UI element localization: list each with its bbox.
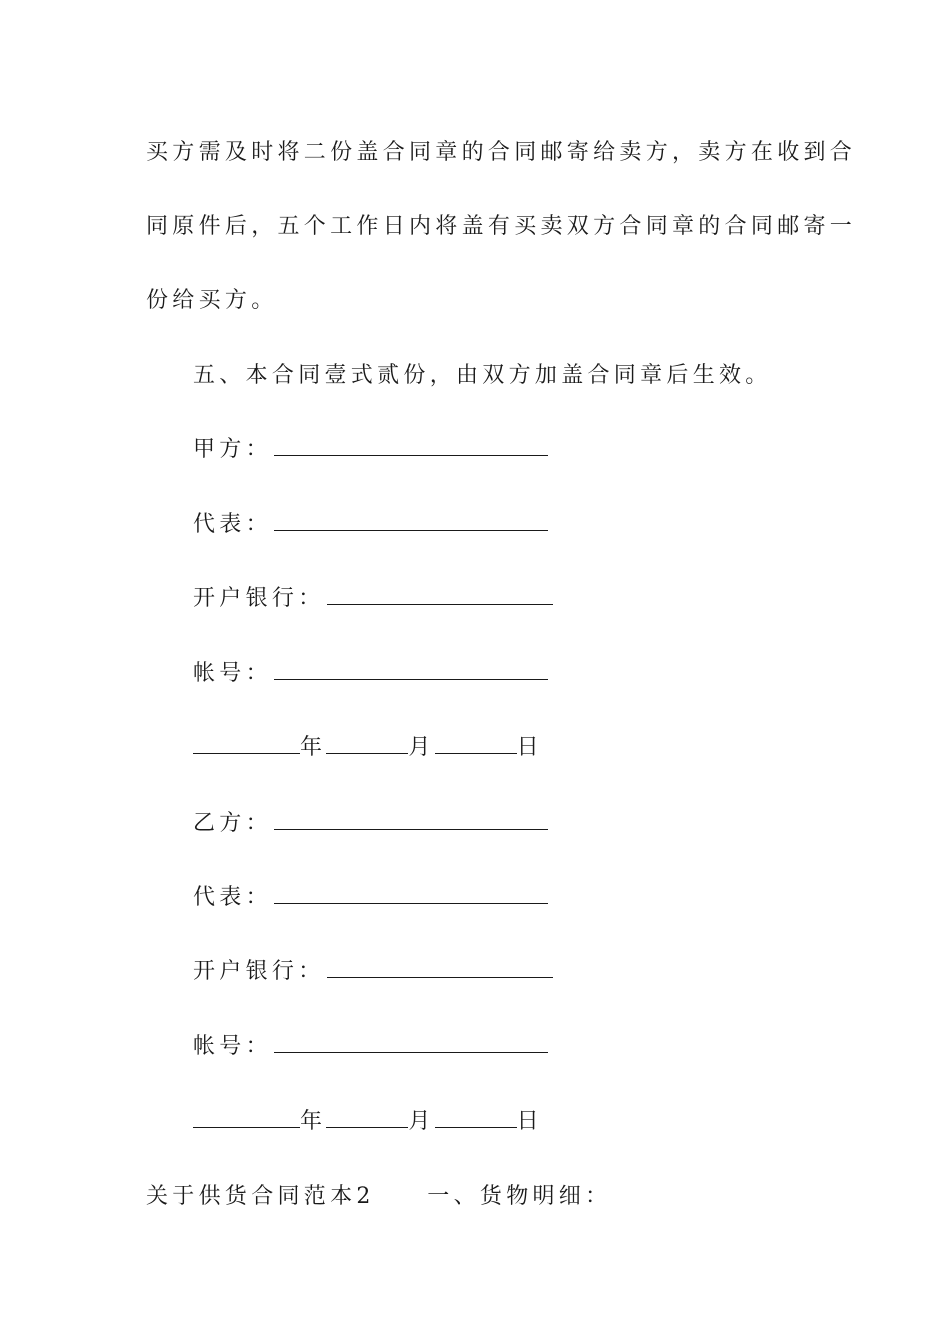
party-b-bank-blank bbox=[327, 959, 553, 978]
party-a-representative-blank bbox=[274, 512, 548, 531]
party-a-representative-label: 代表： bbox=[193, 512, 272, 537]
party-b-month-label: 月 bbox=[408, 1109, 435, 1134]
party-a-bank-blank bbox=[327, 586, 553, 605]
party-b-account-blank bbox=[274, 1034, 548, 1053]
party-a-date-row bbox=[193, 733, 543, 763]
party-a-year-blank bbox=[193, 735, 300, 754]
paragraph-line-2: 同原件后，五个工作日内将盖有买卖双方合同章的合同邮寄一 bbox=[146, 214, 857, 239]
party-a-representative-row bbox=[193, 510, 548, 540]
next-section-heading: 关于供货合同范本2 一、货物明细： bbox=[146, 1184, 612, 1209]
party-b-year-label: 年 bbox=[300, 1109, 327, 1134]
party-a-account-row bbox=[193, 659, 548, 689]
party-b-year-blank bbox=[193, 1109, 300, 1128]
party-a-label: 甲方： bbox=[193, 437, 272, 462]
paragraph-line-3: 份给买方。 bbox=[146, 288, 278, 313]
party-a-day-label: 日 bbox=[516, 735, 543, 760]
paragraph-line-1: 买方需及时将二份盖合同章的合同邮寄给卖方，卖方在收到合 bbox=[146, 140, 857, 165]
party-a-bank-row bbox=[193, 584, 553, 614]
party-b-representative-row bbox=[193, 883, 548, 913]
party-b-bank-row bbox=[193, 957, 553, 987]
party-a-bank-label: 开户银行： bbox=[193, 586, 325, 611]
party-b-day-blank bbox=[435, 1109, 517, 1128]
party-b-account-label: 帐号： bbox=[193, 1034, 272, 1059]
party-b-month-blank bbox=[326, 1109, 408, 1128]
party-a-account-label: 帐号： bbox=[193, 661, 272, 686]
party-b-account-row bbox=[193, 1032, 548, 1062]
party-b-day-label: 日 bbox=[516, 1109, 543, 1134]
party-b-blank bbox=[274, 811, 548, 830]
party-b-representative-label: 代表： bbox=[193, 885, 272, 910]
party-a-blank bbox=[274, 437, 548, 456]
party-a-year-label: 年 bbox=[300, 735, 327, 760]
clause-five: 五、本合同壹式贰份，由双方加盖合同章后生效。 bbox=[193, 363, 772, 388]
party-b-row bbox=[193, 809, 548, 839]
party-b-bank-label: 开户银行： bbox=[193, 959, 325, 984]
party-a-day-blank bbox=[435, 735, 517, 754]
party-b-date-row bbox=[193, 1107, 543, 1137]
party-a-account-blank bbox=[274, 661, 548, 680]
party-a-row bbox=[193, 435, 548, 465]
party-b-representative-blank bbox=[274, 885, 548, 904]
party-b-label: 乙方： bbox=[193, 811, 272, 836]
party-a-month-blank bbox=[326, 735, 408, 754]
party-a-month-label: 月 bbox=[408, 735, 435, 760]
